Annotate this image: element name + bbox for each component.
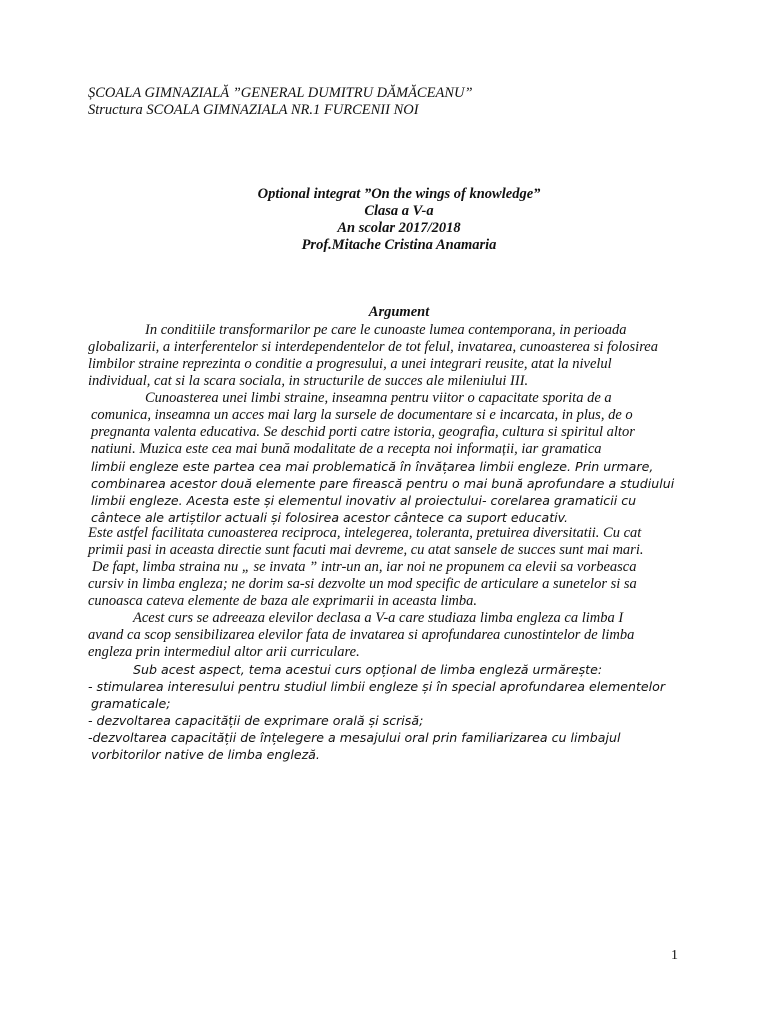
text-line: primii pasi in aceasta directie sunt facuti mai devreme, cu atat sansele de succes sunt mai mari. (88, 542, 644, 558)
text-line: avand ca scop sensibilizarea elevilor fata de invatarea si aprofundarea cunostintelor de limba (88, 627, 635, 643)
list-item-continuation: gramaticale; (91, 696, 171, 711)
list-item: - dezvoltarea capacității de exprimare orală și scrisă; (88, 713, 424, 728)
text-line: Cunoasterea unei limbi straine, inseamna pentru viitor o capacitate sporita de a (145, 390, 612, 406)
list-item: -dezvoltarea capacității de înțelegere a mesajului oral prin familiarizarea cu limbajul (88, 730, 621, 745)
class-label: Clasa a V-a (364, 203, 434, 219)
text-line: limbii engleze este partea cea mai problematică în învățarea limbii engleze. Prin urmare, (91, 459, 654, 474)
text-line: Acest curs se adreeaza elevilor declasa a V-a care studiaza limba engleza ca limba I (133, 610, 624, 626)
text-line: limbii engleze. Acesta este și elementul inovativ al proiectului- corelarea gramaticii cu (91, 493, 637, 508)
text-line: cunoasca cateva elemente de baza ale exprimarii in aceasta limba. (88, 593, 477, 609)
page-number: 1 (671, 948, 678, 963)
text-line: Sub acest aspect, tema acestui curs opțional de limba engleză urmărește: (133, 662, 603, 677)
list-item: - stimularea interesului pentru studiul limbii engleze și în special aprofundarea elementelor (88, 679, 666, 694)
list-item-continuation: vorbitorilor native de limba engleză. (91, 747, 320, 762)
optional-title: Optional integrat ”On the wings of knowledge” (257, 186, 541, 202)
school-year: An scolar 2017/2018 (337, 220, 461, 236)
teacher-name: Prof.Mitache Cristina Anamaria (301, 237, 497, 253)
school-structure: Structura SCOALA GIMNAZIALA NR.1 FURCENII NOI (88, 102, 419, 118)
text-line: De fapt, limba straina nu „ se invata ” intr-un an, iar noi ne propunem ca elevii sa vorbeasca (92, 559, 637, 575)
text-line: globalizarii, a interferentelor si interdependentelor de tot felul, invatarea, cunoasterea si folosirea (88, 339, 658, 355)
text-line: limbilor straine reprezinta o conditie a progresului, a unei integrari reusite, atat la nivelul (88, 356, 612, 372)
text-line: cântece ale artiștilor actuali și folosirea acestor cântece ca suport educativ. (91, 510, 569, 525)
text-line: individual, cat si la scara sociala, in structurile de succes ale mileniului III. (88, 373, 529, 389)
text-line: pregnanta valenta educativa. Se deschid porti catre istoria, geografia, cultura si spiritul altor (91, 424, 635, 440)
text-line: engleza prin intermediul altor arii curriculare. (88, 644, 360, 660)
text-line: In conditiile transformarilor pe care le cunoaste lumea contemporana, in perioada (145, 322, 627, 338)
text-line: combinarea acestor două elemente pare firească pentru o mai bună aprofundare a studiului (91, 476, 675, 491)
text-line: comunica, inseamna un acces mai larg la sursele de documentare si e incarcata, in plus, de o (91, 407, 633, 423)
text-line: natiuni. Muzica este cea mai bună modalitate de a recepta noi informații, iar gramatica (91, 441, 602, 457)
text-line: Este astfel facilitata cunoasterea reciproca, intelegerea, toleranta, pretuirea diversitatii. Cu cat (88, 525, 642, 541)
text-line: cursiv in limba engleza; ne dorim sa-si dezvolte un mod specific de articulare a sunetelor si sa (88, 576, 637, 592)
school-name: ȘCOALA GIMNAZIALĂ ”GENERAL DUMITRU DĂMĂCEANU” (88, 85, 473, 101)
section-title: Argument (368, 304, 430, 320)
